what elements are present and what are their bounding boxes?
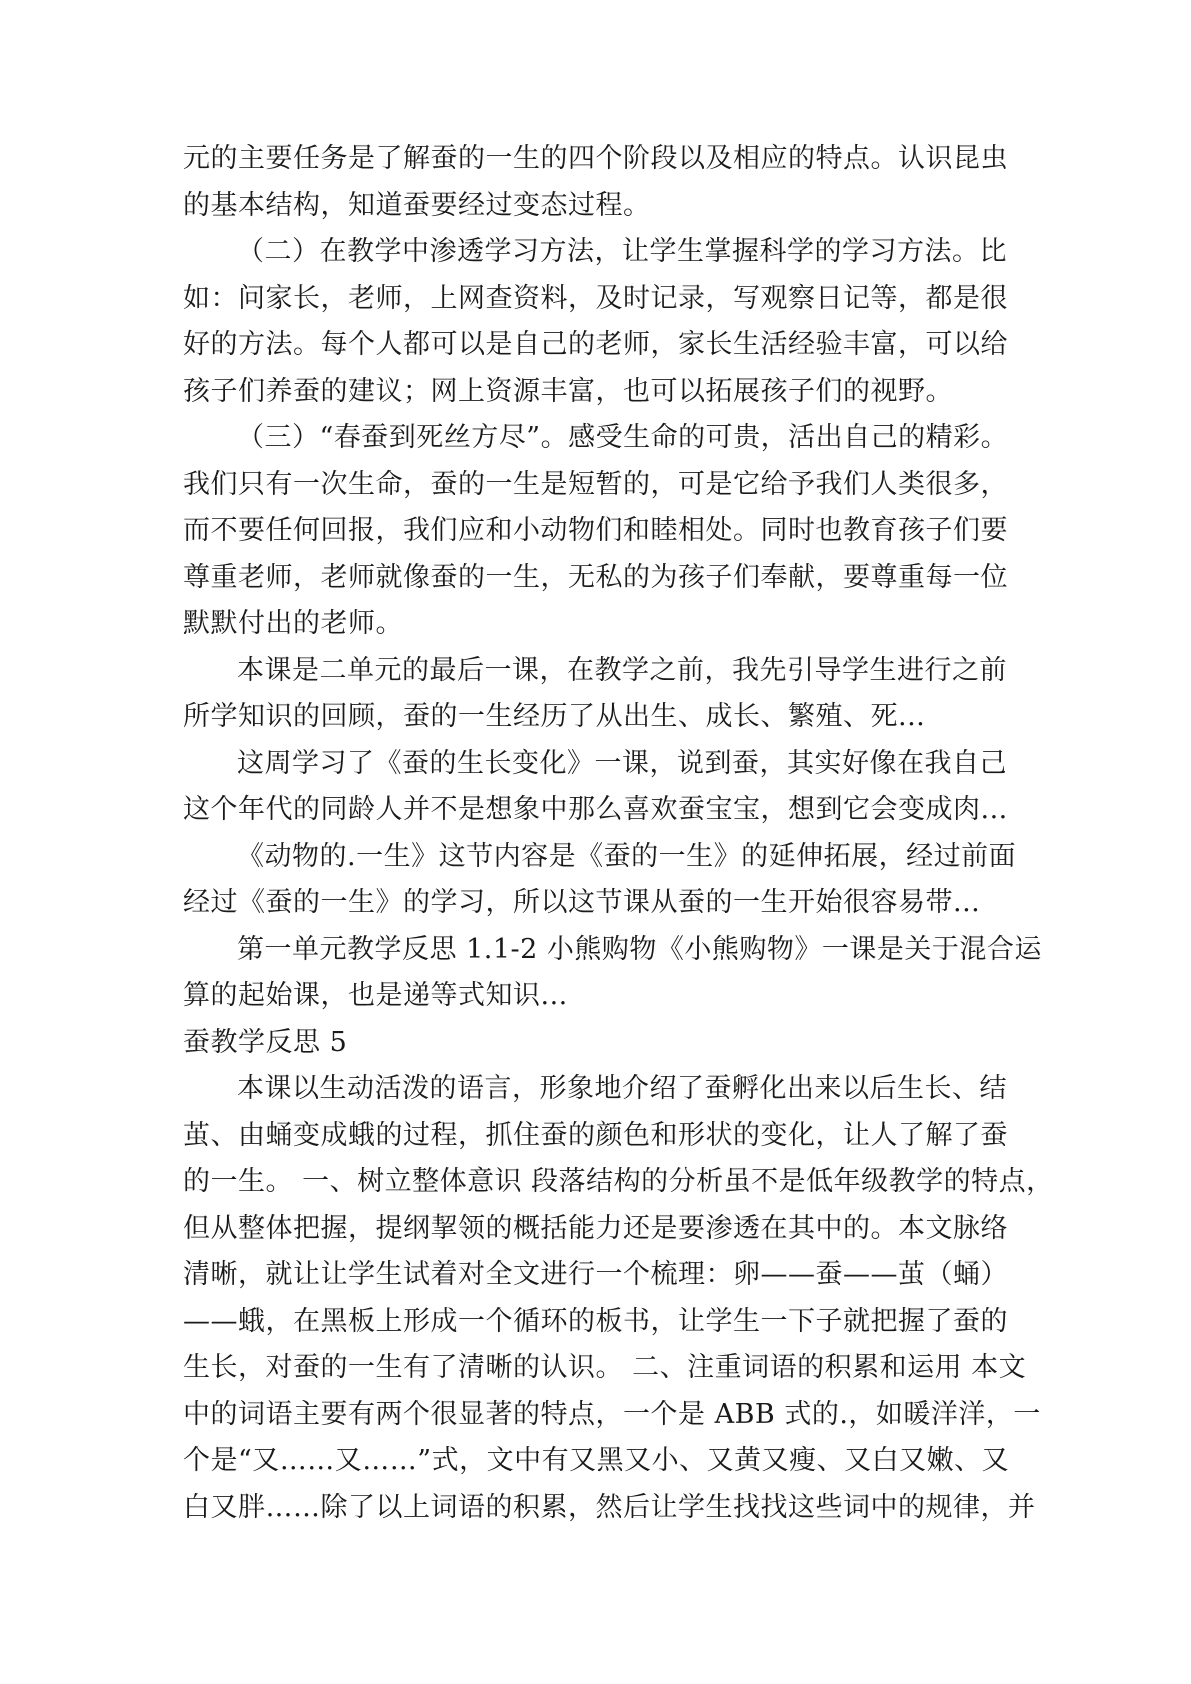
text-line: 第一单元教学反思 1.1-2 小熊购物《小熊购物》一课是关于混合运 (237, 933, 1042, 965)
text-line: 清晰，就让让学生试着对全文进行一个梳理：卵——蚕——茧（蛹） (183, 1259, 1008, 1290)
text-line: 这周学习了《蚕的生长变化》一课，说到蚕，其实好像在我自己 (237, 747, 1007, 779)
text-line: ——蛾，在黑板上形成一个循环的板书，让学生一下子就把握了蚕的 (183, 1305, 1008, 1337)
text-line: 但从整体把握，提纲挈领的概括能力还是要渗透在其中的。本文脉络 (183, 1212, 1008, 1244)
document-page (183, 136, 1054, 1531)
text-line: 本课以生动活泼的语言，形象地介绍了蚕孵化出来以后生长、结 (237, 1073, 1007, 1104)
text-line: 好的方法。每个人都可以是自己的老师，家长生活经验丰富，可以给 (183, 329, 1008, 360)
text-line: 元的主要任务是了解蚕的一生的四个阶段以及相应的特点。认识昆虫 (183, 143, 1008, 174)
text-line: 这个年代的同龄人并不是想象中那么喜欢蚕宝宝，想到它会变成肉... (183, 794, 1008, 825)
text-line: 默默付出的老师。 (183, 608, 403, 639)
text-line: 中的词语主要有两个很显著的特点，一个是 ABB 式的.，如暖洋洋，一 (183, 1398, 1041, 1430)
text-line: 所学知识的回顾，蚕的一生经历了从出生、成长、繁殖、死... (183, 701, 926, 732)
text-line: 本课是二单元的最后一课，在教学之前，我先引导学生进行之前 (237, 654, 1007, 686)
text-line: 个是“又……又……”式，文中有又黑又小、又黄又瘦、又白又嫩、又 (183, 1445, 1010, 1476)
text-line: 算的起始课，也是递等式知识... (183, 980, 568, 1011)
text-line: （二）在教学中渗透学习方法，让学生掌握科学的学习方法。比 (237, 236, 1007, 267)
text-line: 生长，对蚕的一生有了清晰的认识。 二、注重词语的积累和运用 本文 (183, 1352, 1027, 1383)
text-line: 的一生。 一、树立整体意识 段落结构的分析虽不是低年级教学的特点， (183, 1166, 1054, 1197)
text-line: （三）“春蚕到死丝方尽”。感受生命的可贵，活出自己的精彩。 (237, 422, 1009, 453)
text-line: 的基本结构，知道蚕要经过变态过程。 (183, 189, 651, 221)
text-line: 我们只有一次生命，蚕的一生是短暂的，可是它给予我们人类很多， (183, 468, 1008, 500)
text-line: 经过《蚕的一生》的学习，所以这节课从蚕的一生开始很容易带... (183, 887, 981, 918)
text-line: 尊重老师，老师就像蚕的一生，无私的为孩子们奉献，要尊重每一位 (183, 561, 1008, 593)
text-line: 白又胖……除了以上词语的积累，然后让学生找找这些词中的规律，并 (183, 1491, 1036, 1523)
text-line: 如：问家长，老师，上网查资料，及时记录，写观察日记等，都是很 (183, 282, 1008, 314)
text-line: 《动物的.一生》这节内容是《蚕的一生》的延伸拓展，经过前面 (237, 840, 1017, 872)
text-line: 而不要任何回报，我们应和小动物们和睦相处。同时也教育孩子们要 (183, 515, 1008, 546)
text-line: 茧、由蛹变成蛾的过程，抓住蚕的颜色和形状的变化，让人了解了蚕 (183, 1119, 1008, 1151)
text-line: 孩子们养蚕的建议；网上资源丰富，也可以拓展孩子们的视野。 (183, 375, 953, 407)
section-heading: 蚕教学反思 5 (183, 1026, 348, 1058)
